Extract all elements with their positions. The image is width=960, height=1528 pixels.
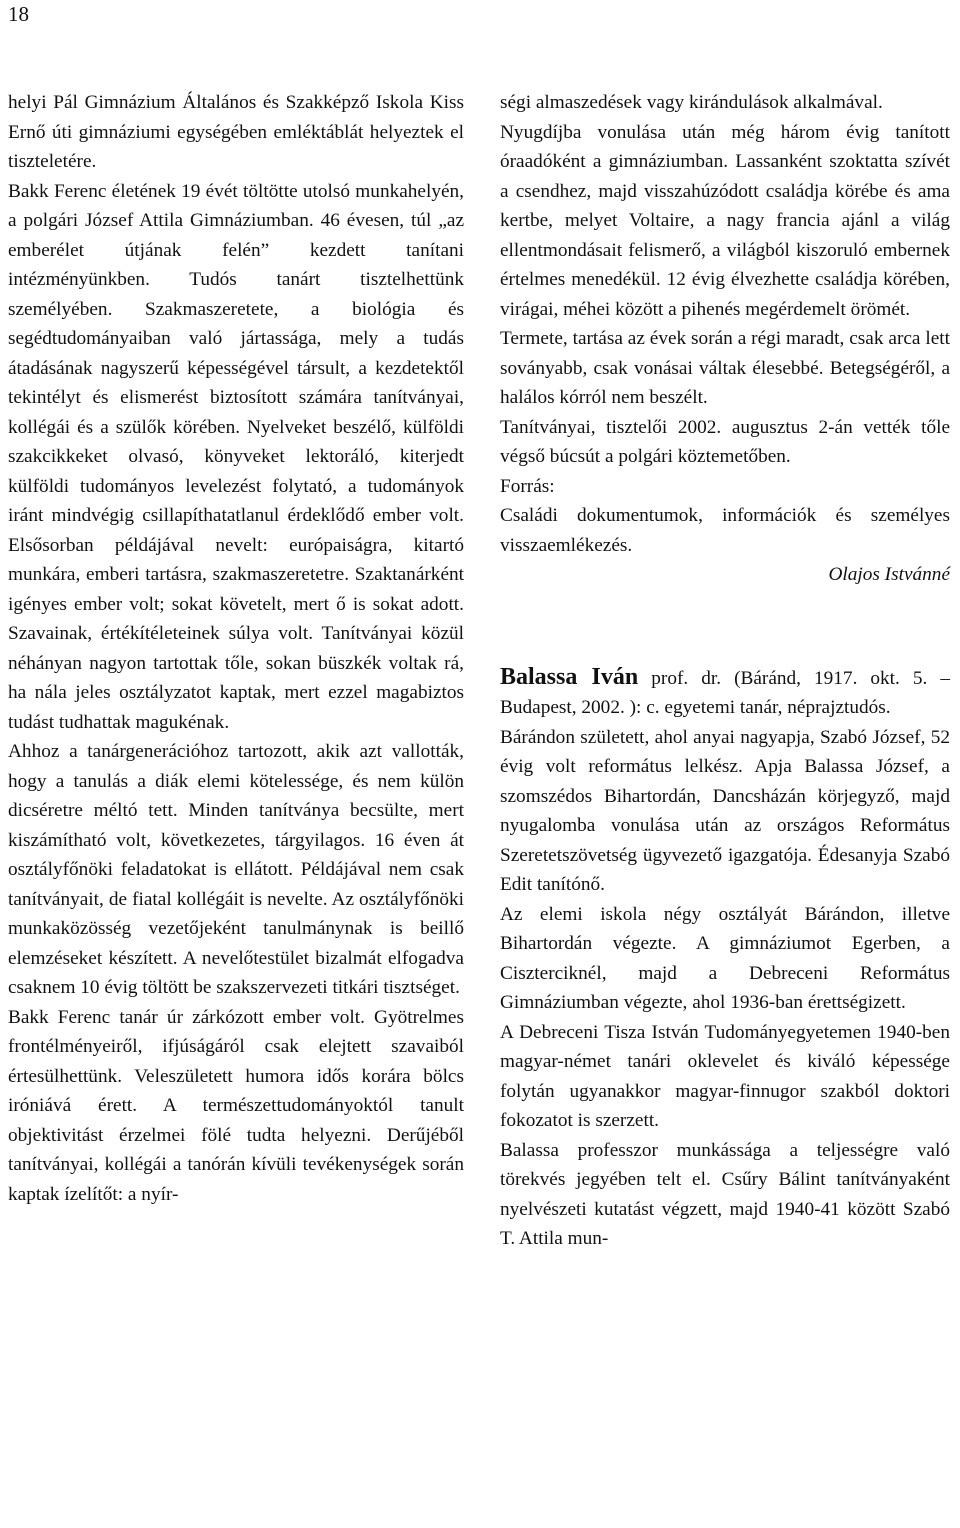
entry-paragraph-1: Bárándon született, ahol anyai nagyapja, Szabó József, 52 évig volt református lelkész. Apja Balassa József, a szomszédos Bihartordán, Dancsházán körjegyző, majd nyugalomba vonulása után az országos Református Szeretetszövetség ügyvezető igazgatója. Édesanyja Szabó Edit tanítónő.	[500, 726, 950, 895]
source-text: Családi dokumentumok, információk és személyes visszaemlékezés.	[500, 505, 950, 556]
right-column	[500, 88, 950, 1254]
left-paragraph-1: helyi Pál Gimnázium Általános és Szakképző Iskola Kiss Ernő úti gimnáziumi egységében emléktáblát helyeztek el tiszteletére.	[8, 92, 464, 172]
entry-intro: prof. dr. (Báránd, 1917. okt. 5. – Budapest, 2002. ): c. egyetemi tanár, néprajztudós.	[500, 667, 950, 718]
entry-paragraph-2: Az elemi iskola négy osztályát Bárándon, illetve Bihartordán végezte. A gimnáziumot Egerben, a Ciszterciknél, majd a Debreceni Református Gimnáziumban végezte, ahol 1936-ban érettségizett.	[500, 903, 950, 1013]
entry-paragraph-3: A Debreceni Tisza István Tudományegyetemen 1940-ben magyar-német tanári oklevelet és kiváló képessége folytán ugyanakkor magyar-finnugor szakból doktori fokozatot is szerzett.	[500, 1021, 950, 1131]
right-paragraph-4: Tanítványai, tisztelői 2002. augusztus 2-án vették tőle végső búcsút a polgári köztemetőben.	[500, 416, 950, 467]
right-paragraph-1: ségi almaszedések vagy kirándulások alkalmával.	[500, 92, 883, 113]
entry-paragraph-4: Balassa professzor munkássága a teljességre való törekvés jegyében telt el. Csűry Bálint tanítványaként nyelvészeti kutatást végzett, majd 1940-41 között Szabó T. Attila mun-	[500, 1139, 950, 1249]
right-paragraph-3: Termete, tartása az évek során a régi maradt, csak arca lett soványabb, csak vonásai váltak élesebbé. Betegségéről, a halálos kórról nem beszélt.	[500, 328, 950, 408]
section-spacer	[500, 590, 950, 663]
entry-name: Balassa Iván	[500, 663, 639, 690]
author-signature: Olajos Istvánné	[828, 564, 950, 585]
left-paragraph-4: Bakk Ferenc tanár úr zárkózott ember volt. Gyötrelmes frontélményeiről, ifjúságáról csak elejtett szavaiból értesülhettünk. Veleszületett humora idős korára bölcs iróniává érett. A természettudományoktól tanult objektivitást érzelmei fölé tudta helyezni. Derűjéből tanítványai, kollégái a tanórán kívüli tevékenységek során kaptak ízelítőt: a nyír-	[8, 1006, 464, 1205]
entry-heading	[500, 663, 950, 723]
right-paragraph-2: Nyugdíjba vonulása után még három évig tanított óraadóként a gimnáziumban. Lassanként szoktatta szívét a csendhez, majd visszahúzódott családja körébe és ama kertbe, melyet Voltaire, a nagy francia ajánl a világ ellentmondásait felismerő, a világból kiszoruló embernek értelmes menedékül. 12 évig élvezhette családja körében, virágai, méhei között a pihenés megérdemelt örömét.	[500, 121, 950, 320]
left-paragraph-2: Bakk Ferenc életének 19 évét töltötte utolsó munkahelyén, a polgári József Attila Gimnáziumban. 46 évesen, túl „az emberélet útjának felén” kezdett tanítani intézményünkben. Tudós tanárt tisztelhettünk személyében. Szakmaszeretete, a biológia és segédtudományaiban való jártassága, mely a tudás átadásának nagyszerű képességével társult, a kezdetektől tekintélyt és elismerést biztosított számára tanítványai, kollégái és a szülők körében. Nyelveket beszélő, külföldi szakcikkeket olvasó, könyveket lektoráló, kiterjedt külföldi tudományos levelezést folytató, a tudományok iránt mindvégig csillapíthatatlanul érdeklődő ember volt. Elsősorban példájával nevelt: európaiságra, kitartó munkára, emberi tartásra, szakmaszeretetre. Szaktanárként igényes ember volt; sokat követelt, mert ő is sokat adott. Szavainak, értékítéleteinek súlya volt. Tanítványai közül néhányan nagyon tartottak tőle, sokan büszkék voltak rá, ha nála jeles osztályzatot kaptak, mert ezzel magabiztos tudást tudhattak magukénak.	[8, 180, 464, 733]
left-column	[8, 88, 464, 1209]
left-paragraph-3: Ahhoz a tanárgenerációhoz tartozott, akik azt vallották, hogy a tanulás a diák elemi kötelessége, és nem külön dicséretre méltó tett. Minden tanítványa becsülte, mert kiszámítható volt, következetes, tárgyilagos. 16 éven át osztályfőnöki feladatokat is ellátott. Példájával nem csak tanítványait, de fiatal kollégáit is nevelte. Az osztályfőnöki munkaközösség vezetőjeként tanulmánynak is beillő elemzéseket készített. A nevelőtestület bizalmát elfogadva csaknem 10 évig töltött be szakszervezeti titkári tisztséget.	[8, 741, 464, 998]
page-number: 18	[8, 2, 29, 26]
source-label: Forrás:	[500, 475, 555, 497]
